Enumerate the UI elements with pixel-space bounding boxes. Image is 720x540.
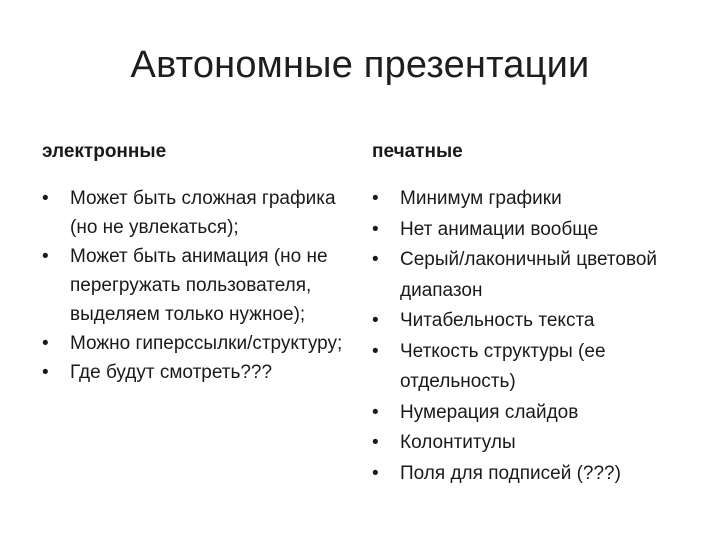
right-list-item-text: Колонтитулы	[400, 432, 516, 453]
right-list-item-text: Поля для подписей (???)	[400, 462, 621, 484]
right-list-item	[372, 245, 672, 306]
left-column	[42, 140, 352, 387]
slide-title: Автономные презентации	[130, 44, 590, 86]
bullet-icon: •	[372, 401, 379, 423]
bullet-icon: •	[372, 188, 379, 209]
right-list-item	[372, 459, 672, 490]
right-list-item-text: Нумерация слайдов	[400, 401, 579, 423]
right-column-heading: печатные	[372, 141, 463, 162]
bullet-icon: •	[372, 432, 379, 453]
left-list-item	[42, 329, 352, 358]
left-list-item	[42, 184, 352, 242]
left-list-item-text: Можно гиперссылки/структуру;	[70, 333, 343, 354]
bullet-icon: •	[372, 310, 379, 331]
right-bullet-list	[372, 184, 672, 489]
right-list-item	[372, 215, 672, 246]
left-list-item	[42, 242, 352, 329]
right-list-item-text: Серый/лаконичный цветовой диапазон	[400, 249, 658, 301]
left-list-item-text: Где будут смотреть???	[70, 362, 273, 383]
right-list-item-text: Нет анимации вообще	[400, 218, 599, 240]
right-list-item	[372, 184, 672, 215]
right-column	[372, 140, 672, 489]
bullet-icon: •	[42, 246, 49, 267]
right-list-item	[372, 428, 672, 459]
left-column-heading: электронные	[42, 141, 167, 162]
bullet-icon: •	[42, 362, 49, 383]
bullet-icon: •	[42, 333, 49, 354]
right-list-item	[372, 337, 672, 398]
bullet-icon: •	[372, 340, 379, 362]
left-list-item	[42, 358, 352, 387]
bullet-icon: •	[372, 249, 379, 270]
right-list-item	[372, 398, 672, 429]
left-list-item-text: Может быть анимация (но не перегружать пользователя, выделяем только нужное);	[70, 246, 328, 325]
right-list-item-text: Минимум графики	[400, 188, 562, 209]
left-list-item-text: Может быть сложная графика (но не увлекаться);	[70, 188, 336, 238]
bullet-icon: •	[372, 462, 379, 484]
bullet-icon: •	[42, 188, 49, 209]
right-list-item-text: Четкость структуры (ее отдельность)	[400, 340, 606, 392]
left-bullet-list	[42, 184, 352, 387]
right-list-item-text: Читабельность текста	[400, 310, 595, 331]
bullet-icon: •	[372, 218, 379, 240]
right-list-item	[372, 306, 672, 337]
